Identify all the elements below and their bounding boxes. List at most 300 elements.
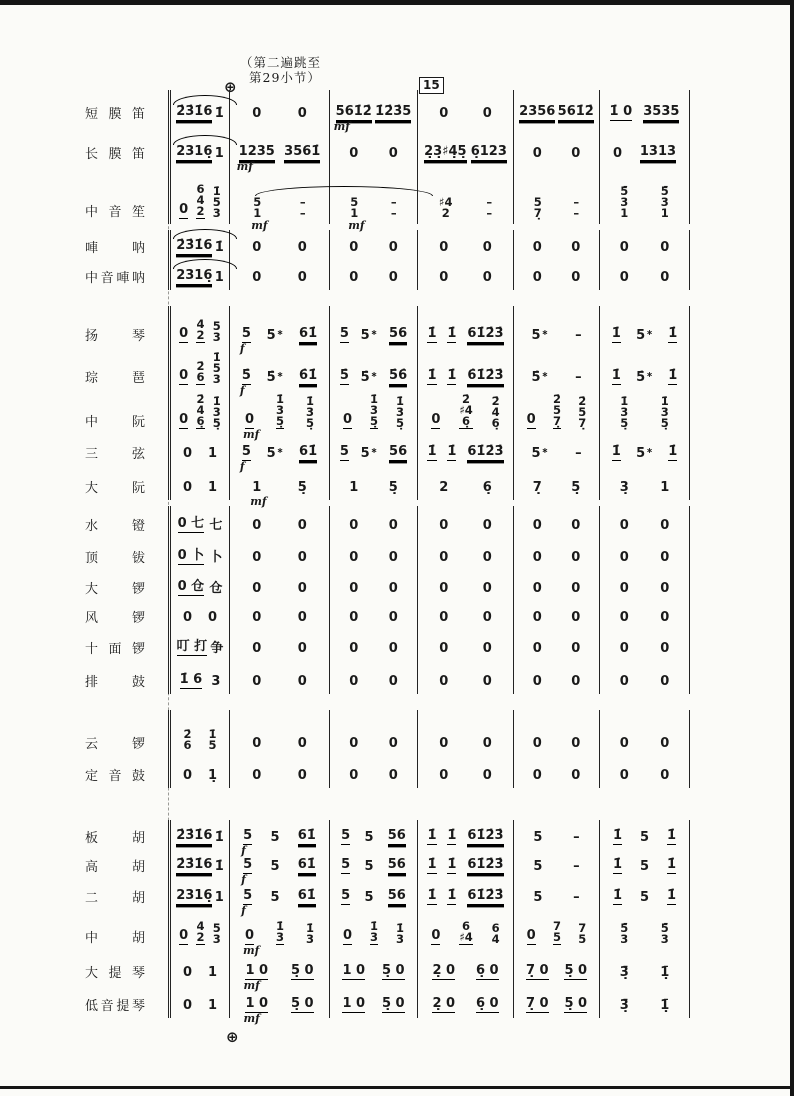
note-text: 1̇	[611, 326, 621, 341]
measure-cell	[168, 166, 230, 224]
chord-note: 7̣	[552, 414, 561, 428]
note-token	[241, 857, 253, 886]
note-token	[575, 447, 582, 461]
note-text: 1̇	[668, 326, 678, 341]
note-text: 7̣	[532, 480, 542, 495]
chord-note: 1̇	[305, 394, 314, 408]
chord-note: –	[573, 206, 580, 220]
instrument-name: 长膜笛	[85, 147, 145, 162]
note-token	[571, 642, 580, 656]
note-text: 0	[179, 928, 189, 943]
measure-cell	[230, 434, 330, 473]
measure-cell	[514, 348, 600, 390]
note-token	[527, 929, 536, 945]
note-token	[215, 891, 224, 905]
note-token	[447, 369, 456, 385]
instrument-name: 水 镫	[85, 519, 145, 534]
note-text: 争	[210, 641, 224, 656]
note-token	[571, 481, 580, 495]
note-token	[370, 921, 378, 945]
note-text: 3561̇	[284, 144, 321, 159]
instrument-label-zhongyinsheng	[82, 166, 168, 224]
note-token	[196, 319, 204, 343]
measure-cell	[514, 820, 600, 850]
note-text: 0	[660, 610, 670, 625]
note-token	[533, 241, 542, 255]
measure-cell	[230, 570, 330, 601]
note-token	[252, 642, 261, 656]
note-token	[349, 147, 358, 161]
instrument-label-dingyingu	[82, 756, 168, 788]
note-token	[183, 447, 192, 461]
instrument-group-plucked	[82, 306, 694, 508]
note-text: 1̇	[214, 830, 224, 845]
dynamic-mark: mf	[251, 219, 268, 232]
chord-note: 6	[183, 738, 192, 752]
note-text: 0	[297, 674, 307, 689]
note-token	[661, 396, 669, 429]
note-token	[571, 519, 580, 533]
instrument-group-gongs	[82, 710, 694, 788]
note-text: 5̣ 0	[564, 963, 588, 978]
note-token	[349, 271, 358, 285]
note-text: 0	[179, 368, 189, 383]
measure-cell	[514, 434, 600, 466]
note-text: 1̇	[447, 368, 457, 383]
note-text: 0	[244, 928, 255, 943]
note-token	[636, 368, 653, 385]
measure-cell	[168, 126, 230, 166]
note-token	[298, 582, 307, 596]
note-token	[432, 997, 455, 1013]
measure-cell	[330, 910, 418, 950]
chord-note: 2	[441, 206, 450, 220]
note-text: 5̣	[388, 480, 398, 495]
note-token	[534, 197, 542, 219]
note-text: 0	[612, 146, 622, 161]
note-token	[660, 582, 669, 596]
note-text: 0	[660, 674, 670, 689]
note-token	[270, 831, 279, 845]
note-text: 5	[639, 890, 650, 905]
chord-note: 1̇	[212, 184, 221, 198]
note-token	[575, 329, 582, 343]
measure-cell	[330, 260, 418, 290]
note-text: 0	[349, 674, 359, 689]
chord-note: 5	[212, 319, 221, 333]
note-token	[208, 966, 217, 980]
note-text: 0	[182, 965, 193, 980]
note-token	[432, 964, 455, 980]
chord-note: 5̣	[395, 416, 404, 430]
note-token	[476, 997, 499, 1013]
note-token	[389, 769, 398, 783]
note-token	[533, 481, 542, 495]
note-token	[571, 582, 580, 596]
note-text: 1̇	[666, 888, 677, 903]
chord-note: –	[299, 206, 306, 220]
note-text: 1̇	[668, 368, 678, 383]
note-text: 0 仓	[177, 579, 205, 594]
note-text: 0	[252, 550, 262, 565]
chord-note: 7	[552, 919, 561, 933]
note-token	[252, 519, 261, 533]
note-token	[439, 197, 453, 219]
note-token	[533, 737, 542, 751]
note-text: 5̣ 0	[381, 963, 405, 978]
note-token	[241, 828, 253, 857]
note-token	[439, 271, 448, 285]
note-text: 2316̣	[176, 268, 213, 283]
ornament-mark: ∗	[370, 370, 378, 379]
instrument-row-suona	[82, 230, 694, 260]
note-text: 2316̣	[176, 144, 213, 159]
note-text: 5	[266, 446, 276, 461]
measure-cell	[418, 950, 514, 985]
note-text: 1̇	[447, 444, 457, 459]
note-text: 0	[182, 480, 193, 495]
note-text: 1	[349, 480, 359, 495]
note-token	[447, 327, 456, 343]
note-token	[389, 675, 398, 689]
note-token	[564, 964, 587, 980]
note-token	[208, 769, 217, 783]
instrument-name: 扬 琴	[85, 329, 145, 344]
measure-cell	[330, 756, 418, 788]
measure-cell	[514, 570, 600, 601]
chord-note: 4	[196, 317, 205, 331]
note-token	[427, 858, 436, 874]
note-token	[483, 769, 492, 783]
instrument-row-gaohu	[82, 850, 694, 886]
note-text: 0	[439, 518, 449, 533]
note-token	[382, 964, 405, 980]
note-text: 5	[341, 828, 351, 843]
note-token	[209, 519, 222, 533]
measure-cell	[230, 538, 330, 570]
measure-cell	[600, 601, 690, 630]
note-token	[667, 829, 676, 845]
note-text: 5̣ 0	[564, 996, 588, 1011]
note-token	[270, 891, 279, 905]
note-text: 1 0	[245, 996, 269, 1011]
measure-cell	[168, 390, 230, 434]
note-text: 0	[482, 674, 492, 689]
note-text: 0	[619, 581, 629, 596]
chord-note: 6̣	[196, 414, 205, 428]
measure-cell	[600, 710, 690, 756]
note-text: 5	[339, 326, 349, 341]
measure-cell	[330, 538, 418, 570]
note-text: 1̇	[214, 240, 224, 255]
note-text: 0	[297, 106, 307, 121]
note-text: 0	[571, 146, 581, 161]
note-text: 61̇	[297, 857, 316, 872]
measure-cell	[418, 434, 514, 466]
measure-cell	[600, 90, 690, 126]
note-token	[243, 996, 269, 1025]
note-text: 0	[532, 146, 542, 161]
note-text: 56	[387, 888, 406, 903]
note-token	[439, 582, 448, 596]
chord-note: 2̇	[578, 394, 587, 408]
dynamic-mark: f	[239, 342, 245, 355]
measure-cell	[514, 661, 600, 694]
note-token	[276, 394, 284, 429]
note-token	[620, 481, 629, 495]
note-text: 0	[349, 768, 359, 783]
note-text: 0	[252, 736, 262, 751]
note-text: 0	[482, 736, 492, 751]
note-token	[215, 147, 224, 161]
note-token	[613, 889, 622, 905]
chord-note: 3	[660, 932, 669, 946]
note-token	[571, 271, 580, 285]
note-token	[343, 929, 352, 945]
note-token	[196, 921, 204, 945]
chord-note: 5	[533, 195, 542, 209]
note-text: 仓	[209, 581, 223, 596]
note-token	[343, 413, 352, 429]
note-token	[341, 889, 350, 905]
note-token	[209, 582, 222, 596]
measure-cell	[168, 850, 230, 879]
instrument-row-duanmodi	[82, 90, 694, 133]
dynamic-mark: mf	[242, 428, 260, 441]
note-token	[467, 369, 503, 385]
note-token	[389, 551, 398, 565]
measure-cell	[168, 230, 230, 260]
instrument-row-shuicha	[82, 506, 694, 538]
note-text: 5	[533, 830, 543, 845]
note-token	[298, 481, 307, 495]
chord-note: 5̣	[660, 416, 669, 430]
chord-note: 5	[350, 195, 359, 209]
note-token	[533, 891, 542, 905]
measure-cell	[168, 910, 230, 950]
note-token	[251, 195, 268, 232]
note-text: 0	[439, 736, 449, 751]
note-text: 1	[207, 998, 218, 1013]
note-token	[533, 519, 542, 533]
note-text: 0	[619, 768, 629, 783]
ornament-mark: ∗	[646, 446, 653, 455]
measure-cell	[168, 710, 230, 756]
note-token	[439, 519, 448, 533]
instrument-row-zhonghu	[82, 910, 694, 957]
note-text: 5	[270, 890, 280, 905]
note-token	[533, 860, 542, 874]
note-token	[558, 105, 594, 121]
note-text: 5	[360, 446, 370, 461]
chord-note: 5	[212, 361, 221, 375]
note-token	[610, 105, 633, 121]
note-token	[427, 327, 436, 343]
chord-note: 6	[196, 370, 205, 384]
note-token	[660, 966, 669, 980]
note-text: 5̇	[266, 370, 276, 385]
measure-cell	[418, 910, 514, 950]
note-token	[396, 923, 404, 945]
chord-note: 2̇	[183, 727, 192, 741]
chord-note: 1̇	[212, 394, 221, 408]
instrument-label-diyintiqin	[82, 985, 168, 1018]
note-text: 0	[571, 736, 581, 751]
note-text: 1	[207, 965, 218, 980]
note-token	[613, 829, 622, 845]
instrument-name: 二 胡	[85, 891, 145, 906]
note-token	[242, 928, 260, 957]
note-text: 5	[360, 328, 370, 343]
instrument-name: 定音鼓	[85, 769, 145, 784]
chord-note: 5̣	[305, 416, 314, 430]
instrument-label-banhu	[82, 820, 168, 850]
measure-cell	[514, 601, 600, 630]
instrument-group-percussion	[82, 506, 694, 694]
note-token	[176, 858, 212, 874]
dynamic-mark: mf	[243, 979, 260, 992]
instrument-label-yangqin	[82, 306, 168, 348]
measure-cell	[330, 601, 418, 630]
note-token	[533, 675, 542, 689]
measure-cell	[600, 506, 690, 538]
note-text: 1	[252, 480, 262, 495]
note-token	[298, 611, 307, 625]
note-text: 5	[270, 859, 280, 874]
note-text: 0	[297, 768, 307, 783]
note-token	[208, 729, 216, 751]
chord-note: 5	[552, 403, 561, 417]
note-token	[661, 186, 669, 219]
note-token	[179, 203, 188, 219]
chord-note: 2̇	[196, 359, 205, 373]
note-text: 0	[619, 641, 629, 656]
note-token	[483, 642, 492, 656]
note-token	[215, 860, 224, 874]
note-text: 6̇1̇	[299, 368, 318, 383]
note-token	[209, 551, 222, 565]
note-text: 0	[532, 610, 542, 625]
note-token	[492, 923, 500, 945]
note-token	[533, 769, 542, 783]
note-text: 1̣	[207, 768, 218, 783]
instrument-row-zhongyinsheng	[82, 166, 694, 232]
note-token	[620, 999, 629, 1013]
chord-note: 6	[196, 182, 205, 196]
measure-cell	[230, 820, 330, 857]
note-token	[661, 923, 669, 945]
note-token	[620, 611, 629, 625]
measure-cell	[600, 820, 690, 850]
note-token	[340, 327, 349, 343]
instrument-row-yunluo	[82, 710, 694, 756]
note-token	[183, 769, 192, 783]
note-token	[183, 966, 192, 980]
note-token	[306, 396, 314, 429]
note-text: 0	[532, 270, 542, 285]
note-token	[660, 999, 669, 1013]
measure-cell	[514, 538, 600, 570]
note-token	[526, 964, 549, 980]
instrument-row-zhongruan	[82, 390, 694, 441]
note-token	[361, 326, 378, 343]
note-token	[213, 923, 221, 945]
instrument-label-zhongruan	[82, 390, 168, 434]
note-token	[571, 769, 580, 783]
note-text: 5̣ 0	[381, 996, 405, 1011]
note-text: 2̣ 0	[432, 996, 456, 1011]
note-token	[620, 271, 629, 285]
measure-cell	[600, 850, 690, 879]
note-token	[640, 831, 649, 845]
measure-cell	[600, 306, 690, 348]
note-text: 61̇2̇3̇	[467, 326, 504, 341]
chord-note: 3	[620, 405, 629, 419]
ornament-mark: ∗	[646, 370, 653, 379]
note-token	[178, 580, 205, 596]
jump-instruction	[240, 55, 321, 85]
chord-note: 6̣	[462, 414, 471, 428]
note-token	[533, 611, 542, 625]
note-token	[211, 675, 220, 689]
instrument-name: 云 锣	[85, 737, 145, 752]
note-text: 1̇	[447, 828, 457, 843]
instrument-label-sanxian	[82, 434, 168, 466]
note-token	[341, 829, 350, 845]
note-text: 0	[207, 610, 218, 625]
note-token	[620, 923, 628, 945]
instrument-label-gaohu	[82, 850, 168, 879]
note-token	[427, 445, 436, 461]
note-text: 1 0	[245, 963, 269, 978]
note-text: –	[573, 830, 580, 845]
note-token	[389, 327, 407, 343]
note-token	[389, 519, 398, 533]
note-token	[180, 673, 203, 689]
measure-cell	[230, 601, 330, 630]
note-text: 0	[571, 674, 581, 689]
note-text: 5̇	[636, 370, 646, 385]
note-token	[620, 396, 628, 429]
chord-note: 5	[212, 921, 221, 935]
note-token	[643, 105, 679, 121]
chord-note: 4	[196, 919, 205, 933]
measure-cell	[230, 950, 330, 992]
note-token	[213, 396, 221, 429]
note-text: 0	[388, 518, 398, 533]
note-token	[620, 675, 629, 689]
note-token	[483, 519, 492, 533]
measure-cell	[418, 601, 514, 630]
note-token	[668, 445, 677, 461]
measure-cell	[330, 466, 418, 500]
note-token	[620, 737, 629, 751]
note-token	[533, 551, 542, 565]
note-text: 561̇2̇	[557, 104, 594, 119]
note-token	[573, 891, 580, 905]
chord-note: 3	[370, 403, 379, 417]
measure-cell	[600, 260, 690, 290]
chord-note: 6	[491, 921, 500, 935]
note-text: 1	[207, 446, 218, 461]
measure-cell	[230, 879, 330, 917]
chord-note: 1̇	[276, 919, 285, 933]
note-text: 5̣	[297, 480, 307, 495]
measure-cell	[330, 390, 418, 434]
note-token	[533, 831, 542, 845]
note-text: 0	[439, 106, 449, 121]
note-text: 56	[389, 326, 408, 341]
